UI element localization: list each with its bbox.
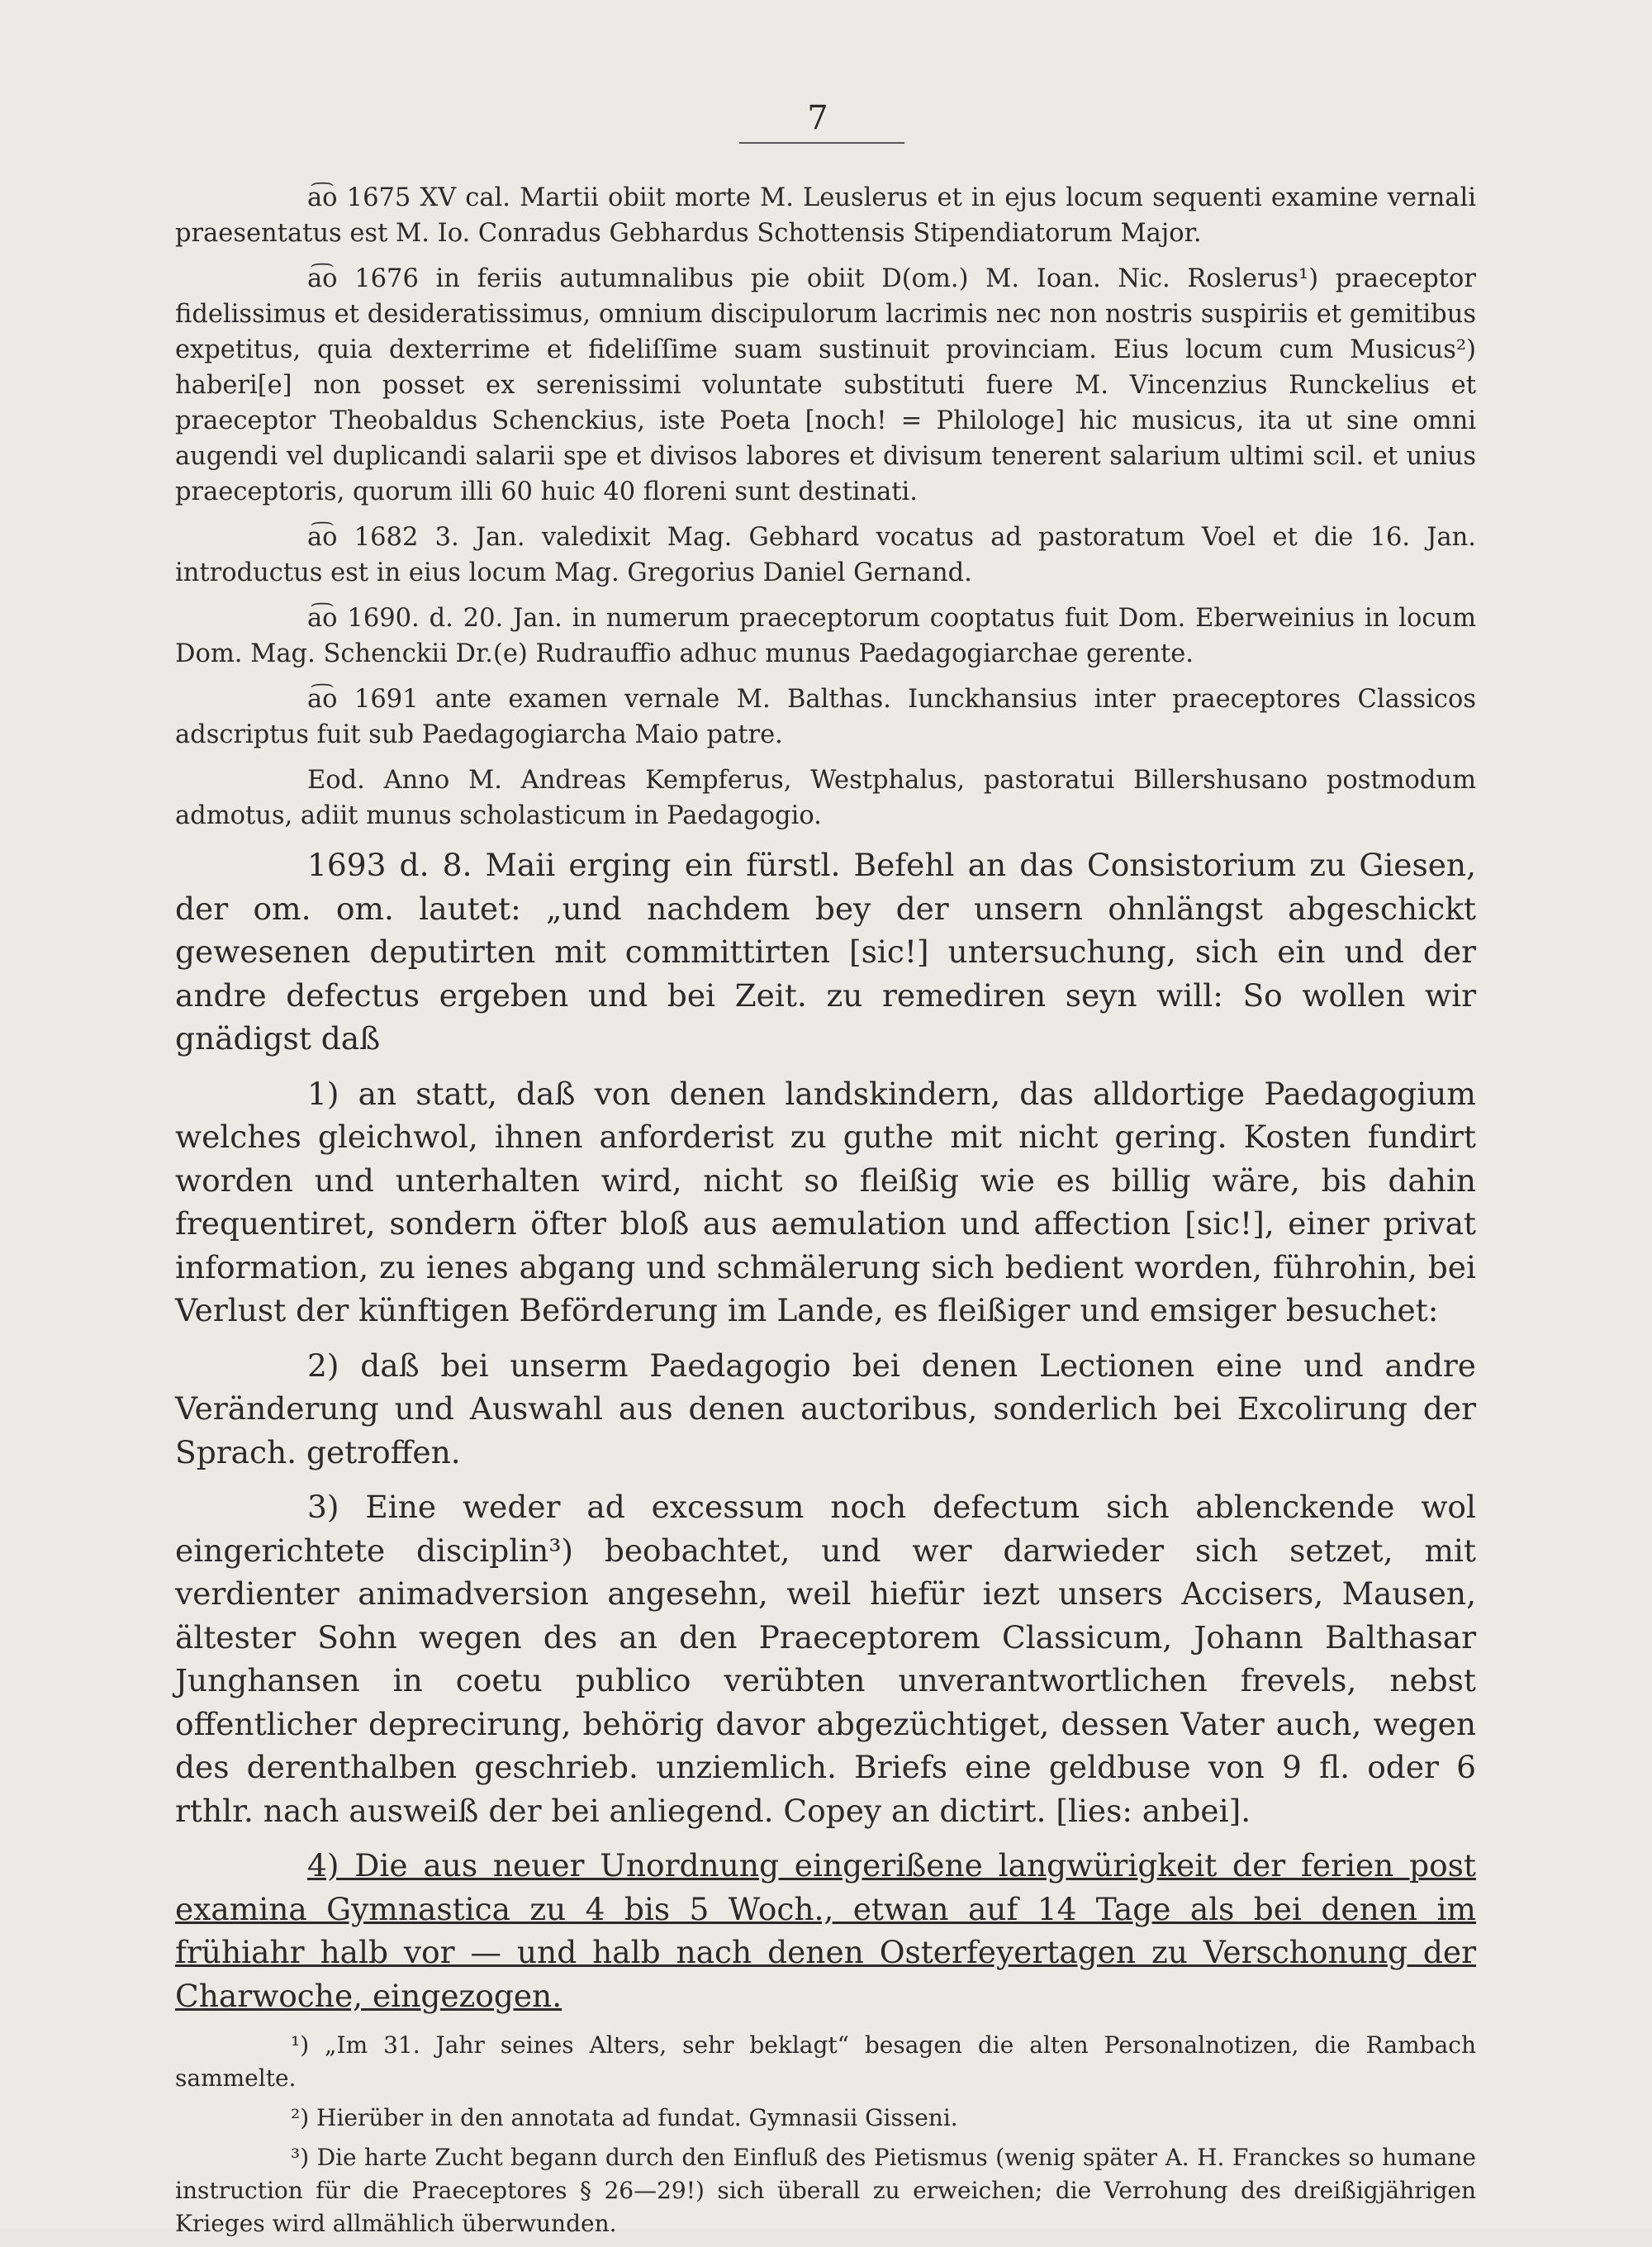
latin-paragraph-1682: a͡o 1682 3. Jan. valedixit Mag. Gebhard vocatus ad pastoratum Voel et die 16. Jan. introductus est in eius locum Mag. Gregorius Daniel Gernand. xyxy=(175,523,1476,587)
page-body xyxy=(175,180,1476,2247)
german-decree-section xyxy=(175,843,1476,2017)
footnote-1: ¹) „Im 31. Jahr seines Alters, sehr beklagt“ besagen die alten Personalnotizen, die Rambach sammelte. xyxy=(175,2031,1476,2092)
latin-paragraph-1676: a͡o 1676 in feriis autumnalibus pie obiit D(om.) M. Ioan. Nic. Roslerus¹) praeceptor fidelissimus et desideratissimus, omnium discipulorum lacrimis nec non nostris suspiriis et gemitibus expetitus, quia dexterrime et fideliſſime suam sustinuit provinciam. Eius locum cum Musicus²) haberi[e] non posset ex serenissimi voluntate substituti fuere M. Vincenzius Runckelius et praeceptor Theobaldus Schenckius, iste Poeta [noch! = Philologe] hic musicus, ita ut sine omni augendi vel duplicandi salarii spe et divisos labores et divisum tenerent salarium ultimi scil. et unius praeceptoris, quorum illi 60 huic 40 floreni sunt destinati. xyxy=(175,264,1476,506)
latin-paragraph-1691: a͡o 1691 ante examen vernale M. Balthas. Iunckhansius inter praeceptores Classicos adscriptus fuit sub Paedagogiarcha Maio patre. xyxy=(175,685,1476,749)
german-decree-intro: 1693 d. 8. Maii erging ein fürstl. Befehl an das Consistorium zu Giesen, der om. om. lautet: „und nachdem bey der unsern ohnlängst abgeschickt gewesenen deputirten mit committirten [sic!] untersuchung, sich ein und der andre defectus ergeben und bei Zeit. zu remediren seyn will: So wollen wir gnädigst daß xyxy=(175,847,1476,1057)
german-decree-item-4: 4) Die aus neuer Unordnung eingerißene langwürigkeit der ferien post examina Gymnastica zu 4 bis 5 Woch., etwan auf 14 Tage als bei denen im frühiahr halb vor — und halb nach denen Osterfeyertagen zu Verschonung der Charwoche, eingezogen. xyxy=(175,1847,1476,2014)
german-decree-item-3: 3) Eine weder ad excessum noch defectum sich ablenckende wol eingerichtete disciplin³) beobachtet, und wer darwieder sich setzet, mit verdienter animadversion angesehn, weil hiefür iezt unsers Accisers, Mausen, ältester Sohn wegen des an den Praeceptorem Classicum, Johann Balthasar Junghansen in coetu publico verübten unverantwortlichen frevels, nebst offentlicher deprecirung, behörig davor abgezüchtiget, dessen Vater auch, wegen des derenthalben geschrieb. unziemlich. Briefs eine geldbuse von 9 fl. oder 6 rthlr. nach ausweiß der bei anliegend. Copey an dictirt. [lies: anbei]. xyxy=(175,1489,1476,1829)
latin-chronicle-section xyxy=(175,180,1476,834)
latin-paragraph-1690: a͡o 1690. d. 20. Jan. in numerum praeceptorum cooptatus fuit Dom. Eberweinius in locum Dom. Mag. Schenckii Dr.(e) Rudrauffio adhuc munus Paedagogiarchae gerente. xyxy=(175,604,1476,668)
latin-paragraph-eodem-anno: Eod. Anno M. Andreas Kempferus, Westphalus, pastoratui Billershusano postmodum admotus, adiit munus scholasticum in Paedagogio. xyxy=(175,766,1476,830)
german-decree-item-1: 1) an statt, daß von denen landskindern, das alldortige Paedagogium welches gleichwol, ihnen anforderist zu guthe mit nicht gering. Kosten fundirt worden und unterhalten wird, nicht so fleißig wie es billig wäre, bis dahin frequentiret, sondern öfter bloß aus aemulation und affection [sic!], einer privat information, zu ienes abgang und schmälerung sich bedient worden, führohin, bei Verlust der künftigen Beförderung im Lande, es fleißiger und emsiger besuchet: xyxy=(175,1075,1476,1328)
footnote-3: ³) Die harte Zucht begann durch den Einfluß des Pietismus (wenig später A. H. Franckes so humane instruction für die Praeceptores § 26—29!) sich überall zu erweichen; die Verrohung des dreißigjährigen Krieges wird allmählich überwunden. xyxy=(175,2144,1476,2237)
german-decree-item-2: 2) daß bei unserm Paedagogio bei denen Lectionen eine und andre Veränderung und Auswahl aus denen auctoribus, sonderlich bei Excolirung der Sprach. getroffen. xyxy=(175,1347,1476,1470)
footnotes xyxy=(175,2029,1476,2240)
latin-paragraph-1675: a͡o 1675 XV cal. Martii obiit morte M. Leuslerus et in ejus locum sequenti examine vernali praesentatus est M. Io. Conradus Gebhardus Schottensis Stipendiatorum Major. xyxy=(175,183,1476,248)
footnote-2: ²) Hierüber in den annotata ad fundat. Gymnasii Gisseni. xyxy=(291,2104,958,2131)
page-number: 7 xyxy=(807,99,828,137)
page-number-rule xyxy=(739,142,904,144)
